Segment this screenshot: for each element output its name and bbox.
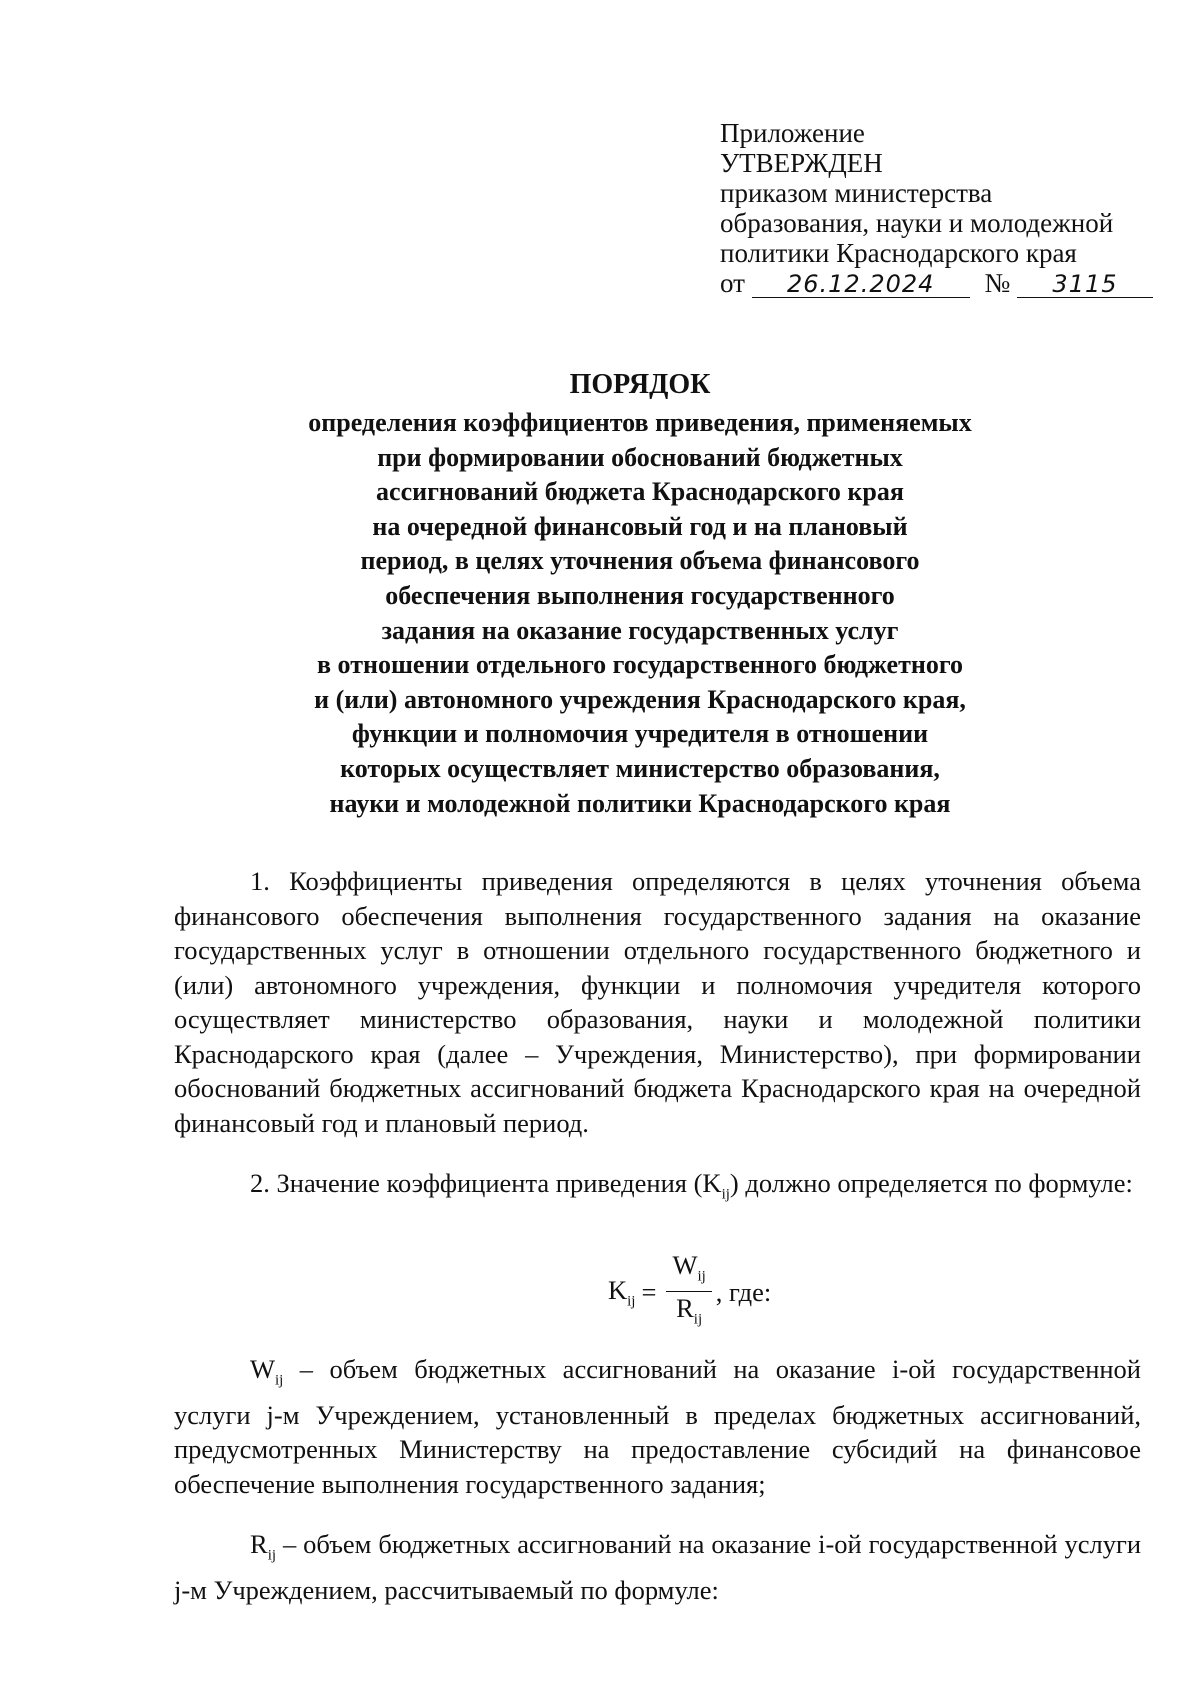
- approval-order-line-3: политики Краснодарского края: [720, 238, 1077, 268]
- title-line: науки и молодежной политики Краснодарского края: [329, 788, 951, 818]
- approval-annex-label: Приложение: [720, 118, 865, 148]
- approval-order-line-2: образования, науки и молодежной: [720, 208, 1114, 238]
- formula-fraction: [666, 1250, 711, 1336]
- title-line: на очередной финансовый год и на плановый: [372, 511, 908, 541]
- approval-block: [720, 118, 1153, 298]
- coefficient-formula: [608, 1250, 771, 1336]
- title-line: которых осуществляет министерство образования,: [340, 753, 940, 783]
- from-label: от: [720, 268, 745, 298]
- paragraph-w-definition: $W_{ij}$ – объем бюджетных ассигнований на оказание i-ой государственной услуги j-м Учреждением, установленный в пределах бюджетных ассигнований, предусмотренных Министерству на предоставление субсидий на финансовое обеспечение выполнения государственного задания;: [174, 1354, 1141, 1499]
- title-line: определения коэффициентов приведения, применяемых: [308, 408, 972, 437]
- handwritten-number: 3115: [1017, 271, 1153, 298]
- paragraph-2: 2. Значение коэффициента приведения $(K_{ij})$ должно определяется по формуле:: [250, 1168, 1133, 1203]
- formula-tail: , где:: [715, 1277, 772, 1308]
- formula-equals: =: [641, 1277, 657, 1308]
- handwritten-date: 26.12.2024: [752, 271, 970, 298]
- document-body: [174, 864, 1141, 1212]
- title-line: задания на оказание государственных услуг: [381, 615, 899, 645]
- approval-date-number-line: [720, 268, 1153, 298]
- title-block: [250, 368, 1030, 821]
- title-line: при формировании обоснований бюджетных: [377, 442, 903, 472]
- title-line: обеспечения выполнения государственного: [385, 580, 895, 610]
- paragraph-r-definition: $R_{ij}$ – объем бюджетных ассигнований на оказание i-ой государственной услуги j-м Учреждением, рассчитываемый по формуле:: [174, 1529, 1141, 1606]
- formula-denominator: $R_{ij}$: [676, 1293, 703, 1328]
- paragraph-1: 1. Коэффициенты приведения определяются в целях уточнения объема финансового обеспечения выполнения государственного задания на оказание государственных услуг в отношении отдельного государственного бюджетного и (или) автономного учреждения, функции и полномочия учредителя которого осуществляет министерство образования, науки и молодежной политики Краснодарского края (далее – Учреждения, Министерство), при формировании обоснований бюджетных ассигнований бюджета Краснодарского края на очередной финансовый год и плановый период.: [174, 866, 1141, 1138]
- number-sign: №: [984, 268, 1011, 298]
- title-line: в отношении отдельного государственного бюджетного: [317, 650, 963, 680]
- formula-lhs: $K_{ij}$: [608, 1275, 636, 1310]
- formula-numerator: $W_{ij}$: [666, 1250, 711, 1292]
- title-line: и (или) автономного учреждения Краснодарского края,: [314, 684, 966, 714]
- approval-order-line-1: приказом министерства: [720, 178, 993, 208]
- title-line: период, в целях уточнения объема финансового: [360, 546, 920, 576]
- approval-approved-label: УТВЕРЖДЕН: [720, 148, 883, 178]
- document-title: ПОРЯДОК: [569, 369, 711, 400]
- document-body-continued: [174, 1352, 1141, 1608]
- title-line: ассигнований бюджета Краснодарского края: [376, 477, 904, 507]
- title-line: функции и полномочия учредителя в отношении: [351, 719, 929, 749]
